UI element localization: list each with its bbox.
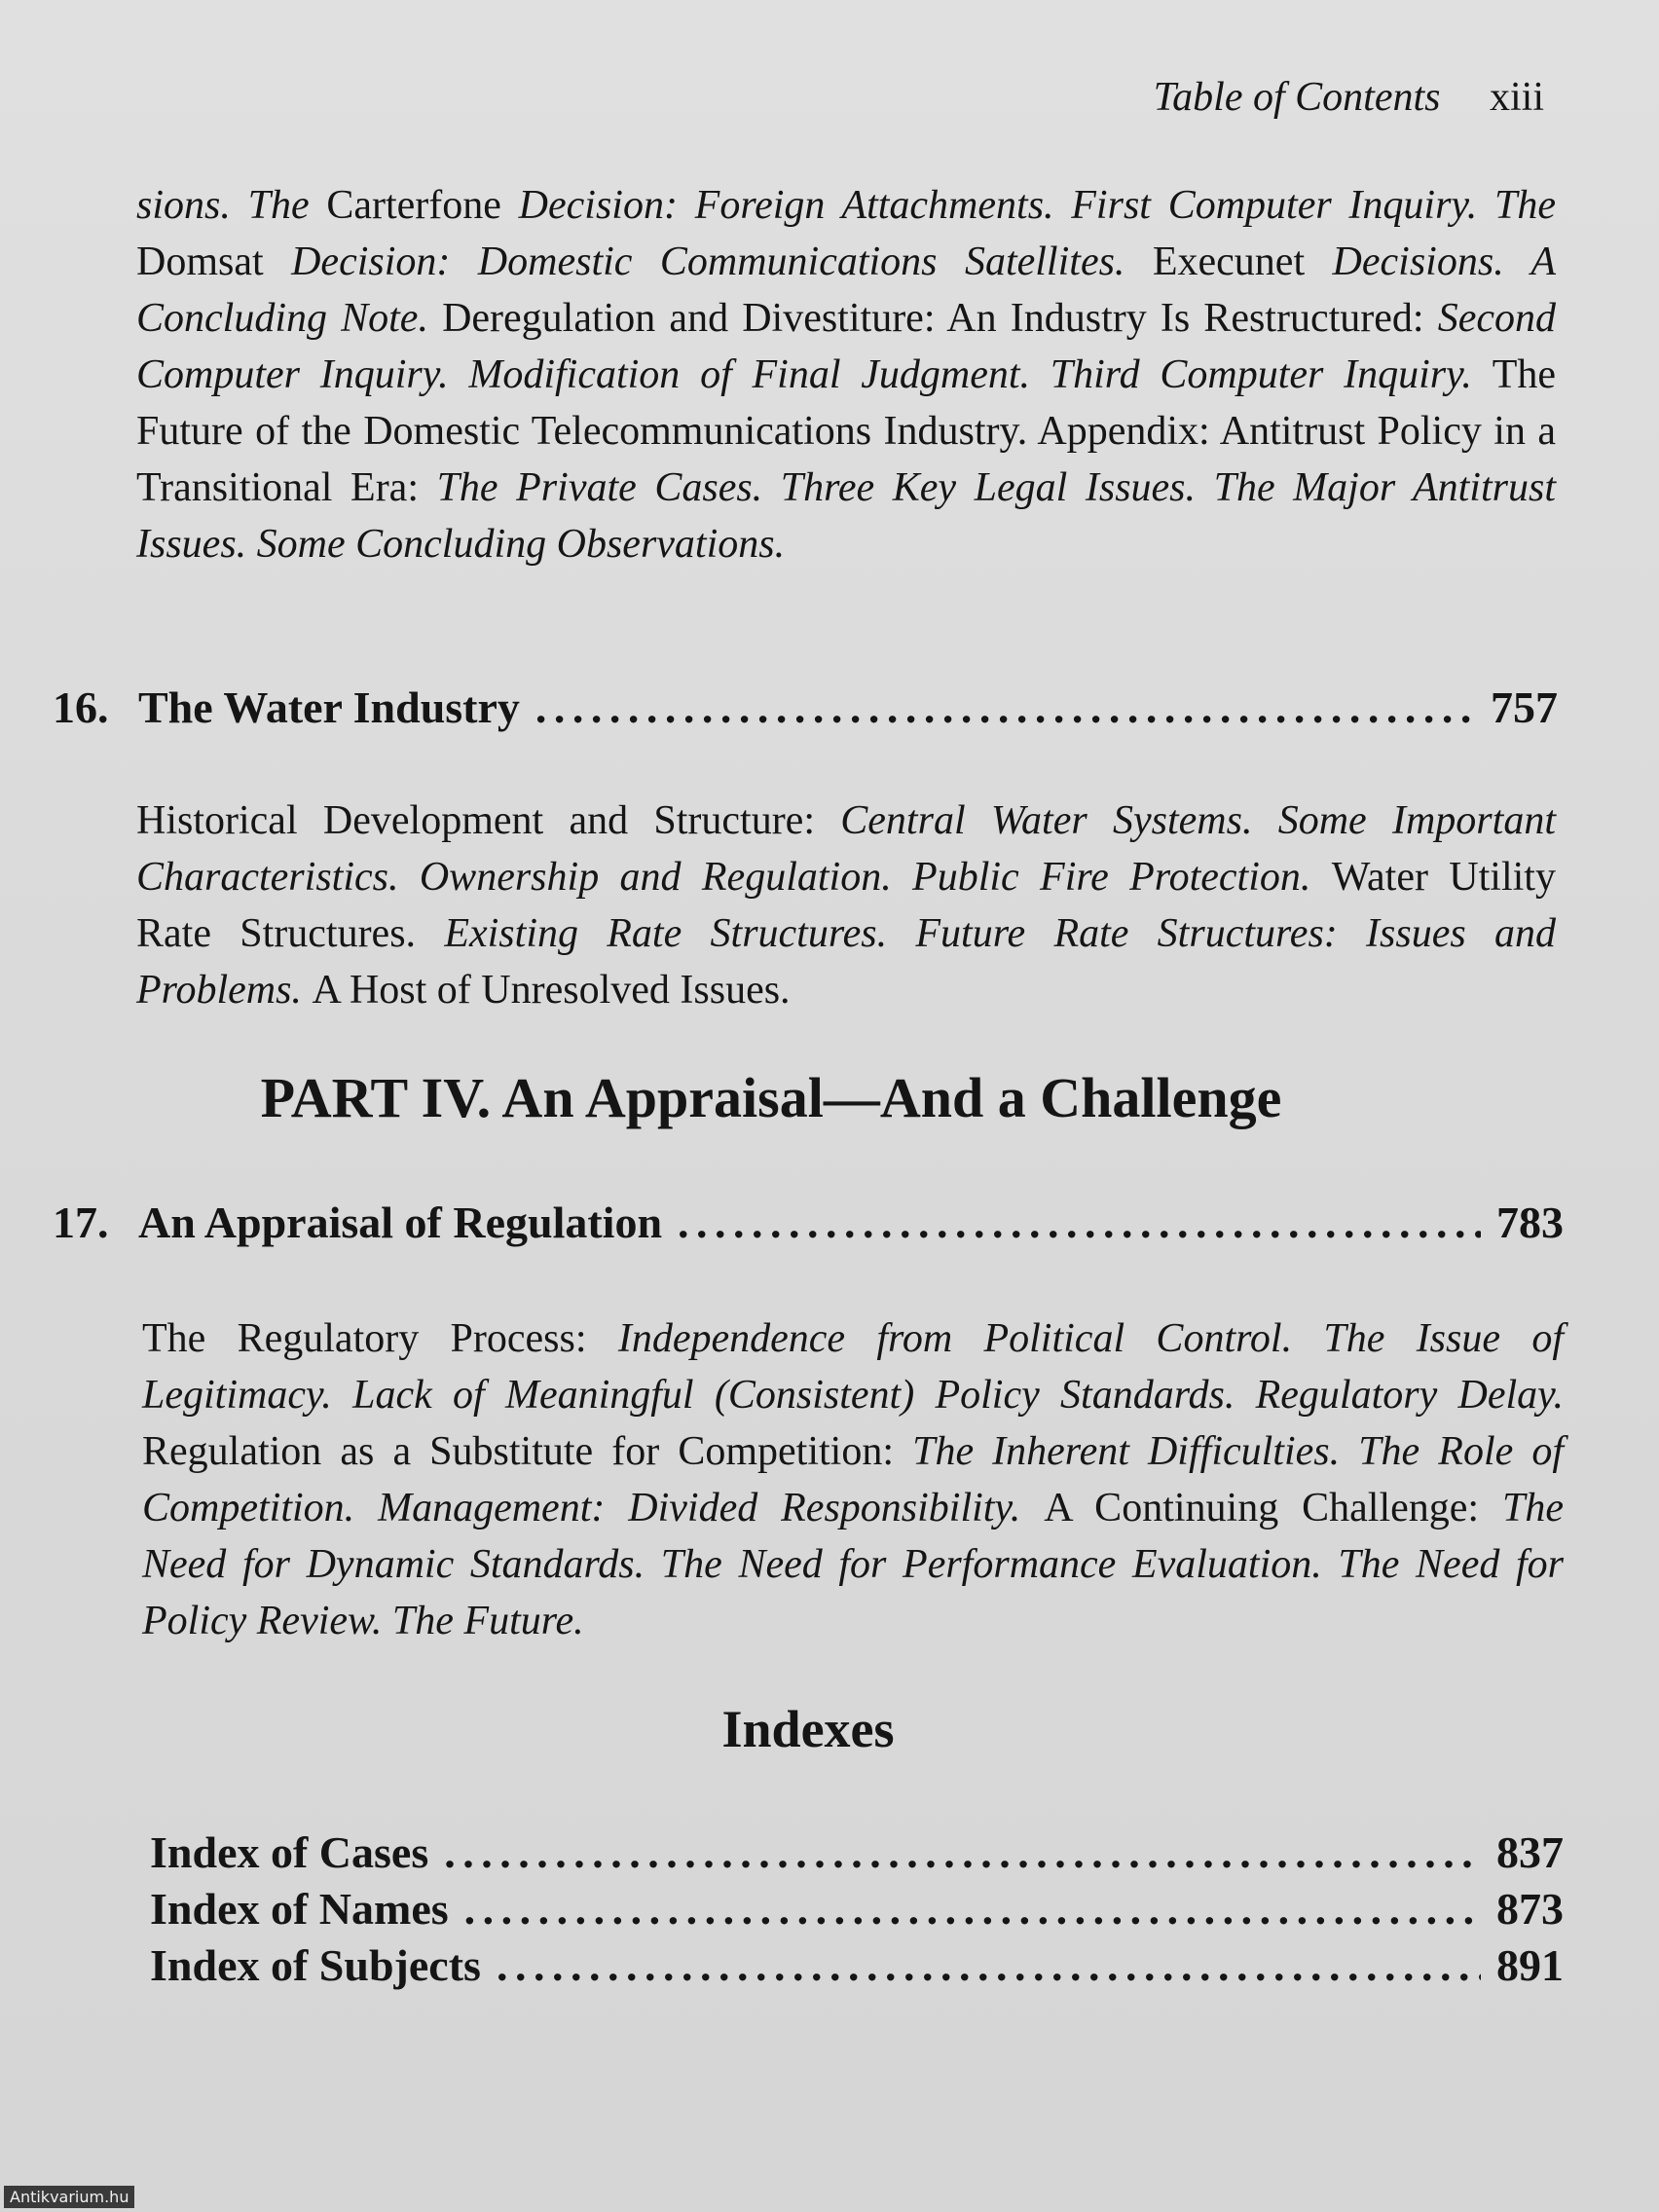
index-title: Index of Cases [150, 1827, 429, 1877]
running-head-title: Table of Contents [1153, 75, 1441, 120]
chapter-16-summary: Historical Development and Structure: Central Water Systems. Some Important Characteristics. Ownership and Regulation. Public Fire Protection. Water Utility Rate Structures. Existing Rate Structures. Future Rate Structures: Issues and Problems. A Host of Unresolved Issues. [136, 798, 1556, 1013]
page-number: 837 [1496, 1827, 1564, 1877]
page-number: 783 [1496, 1198, 1564, 1247]
indexes-heading: Indexes [721, 1700, 895, 1758]
page-number: 891 [1496, 1940, 1564, 1990]
part-heading: PART IV. An Appraisal—And a Challenge [260, 1066, 1282, 1129]
watermark-logo: Antikvarium.hu [4, 2186, 134, 2208]
dot-leader [464, 1883, 1481, 1935]
dot-leader [444, 1826, 1481, 1878]
toc-entry-index-of-subjects[interactable] [150, 1939, 1564, 1991]
chapter-17-summary: The Regulatory Process: Independence from Political Control. The Issue of Legitimacy. Lack of Meaningful (Consistent) Policy Standards. Regulatory Delay. Regulation as a Substitute for Competition: The Inherent Difficulties. The Role of Competition. Management: Divided Responsibility. A Continuing Challenge: The Need for Dynamic Standards. The Need for Performance Evaluation. The Need for Policy Review. The Future. [142, 1316, 1565, 1643]
toc-entry-index-of-names[interactable] [150, 1883, 1564, 1935]
running-head [1154, 74, 1544, 121]
index-title: Index of Subjects [150, 1940, 481, 1990]
chapter-title: The Water Industry [138, 682, 520, 732]
toc-entry-chapter-17[interactable] [53, 1197, 1564, 1248]
toc-entry-index-of-cases[interactable] [150, 1826, 1564, 1878]
chapter-number: 17. [53, 1198, 109, 1247]
running-head-page-number: xiii [1489, 75, 1544, 120]
page-number: 873 [1496, 1884, 1564, 1934]
chapter-title: An Appraisal of Regulation [138, 1198, 663, 1247]
toc-entry-chapter-16[interactable] [53, 682, 1558, 733]
page-number: 757 [1491, 682, 1558, 732]
dot-leader [678, 1197, 1481, 1248]
dot-leader [535, 682, 1475, 733]
index-title: Index of Names [150, 1884, 449, 1934]
chapter-number: 16. [53, 682, 109, 732]
dot-leader [497, 1939, 1481, 1991]
chapter-15-summary-continued: sions. The Carterfone Decision: Foreign Attachments. First Computer Inquiry. The Domsat Decision: Domestic Communications Satellites. Execunet Decisions. A Concluding Note. Deregulation and Divestiture: An Industry Is Restructured: Second Computer Inquiry. Modification of Final Judgment. Third Computer Inquiry. The Future of the Domestic Telecommunications Industry. Appendix: Antitrust Policy in a Transitional Era: The Private Cases. Three Key Legal Issues. The Major Antitrust Issues. Some Concluding Observations. [136, 183, 1557, 567]
